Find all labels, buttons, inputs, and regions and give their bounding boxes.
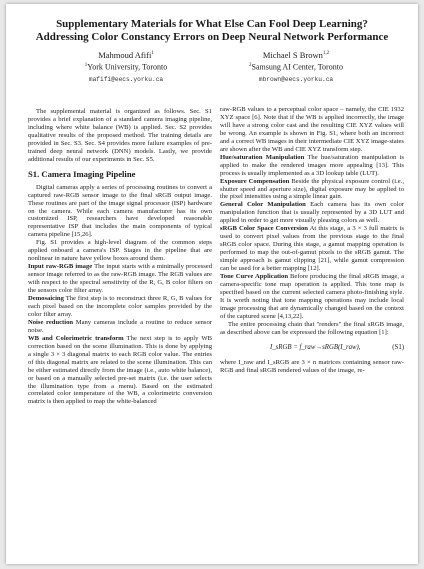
noise-reduction-paragraph: Noise reduction Many cameras include a routine to reduce sensor noise. [28,318,212,334]
pipeline-paragraph-1: Digital cameras apply a series of processing routines to convert a captured raw-RGB sensor image to the final sRGB output image. These routines are part of the image signal processor (ISP) hardware on the camera. While each camera manufacturer has its own customized ISP, researchers have developed reasonable representative ISP that includes the main components of typical camera pipeline [15,26]. [28,183,212,239]
xyz-continuation-paragraph: raw-RGB values to a perceptual color space – namely, the CIE 1932 XYZ space [6]. Note that if the WB is applied incorrectly, the image will have a strong color cast and the resulting CIE XYZ values will be wrong. An example is shown in Fig. S1, where both an incorrect and a correct WB images in their intermediate CIE XYZ image-states are shown after the WB and CIE XYZ transform step. [220,106,404,153]
demosaicing-paragraph: Demosaicing The first step is to reconstruct three R, G, B values for each pixel based on the incomplete color samples provided by the color filter array. [28,295,212,318]
wb-colorimetric-paragraph: WB and Colorimetric transform The next step is to apply WB correction based on the scene illumination. This is done by applying a single 3 × 3 diagonal matrix to each RGB color value. The entries of this diagonal matrix are related to the scene illumination. This can be either estimated directly from the image (i.e., auto white balance), or based on a manually selected pre-set matrix (i.e. the user selects the illumination type from a menu). Based on the estimated correlated color temperature of the WB, a colorimetric conversion matrix is then applied to map the white-balanced [28,334,212,406]
hue-saturation-paragraph: Hue/saturation Manipulation The hue/saturation manipulation is applied to make the rendered images more appealing [13]. This process is usually implemented as a 3D lookup table (LUT). [220,153,404,177]
where-paragraph: where I_raw and I_sRGB are 3 × n matrices containing sensor raw-RGB and final sRGB rendered values of the image, re- [220,358,404,374]
right-column [220,106,404,375]
author-1-name: Mahmoud Afifi$^1$ [98,49,154,60]
author-2 [221,48,371,85]
hue-saturation-heading: Hue/saturation Manipulation [220,153,305,161]
author-1-affiliation: $^1$York University, Toronto [84,62,168,72]
section-heading-s1: S1. Camera Imaging Pipeline [28,168,136,179]
equation-formula: I_sRGB = f_raw→sRGB(I_raw), [270,343,361,351]
author-1-email: mafifi@eecs.yorku.ca [88,76,164,84]
equation-number: (S1) [392,343,404,351]
tone-curve-heading: Tone Curve Application [220,273,288,281]
author-2-email: mbrown@eecs.yorku.ca [258,76,334,84]
title-line-1: Supplementary Materials for What Else Can Fool Deep Learning? [56,18,368,30]
tone-curve-paragraph: Tone Curve Application Before producing the final sRGB image, a camera-specific tone map operation is applied. This tone map is specified based on the current selected camera photo-finishing style. It is worth noting that tone mapping operations may include local image processing that are dynamically changed based on the context of the captured scene [4,13,22]. [220,273,404,320]
author-block [6,48,418,98]
exposure-paragraph: Exposure Compensation Beside the physical exposure control (i.e., shutter speed and aperture size), digital exposure may be applied to the pixel intensities using a simple linear gain. [220,177,404,201]
left-column [28,108,212,406]
general-color-heading: General Color Manipulation [220,201,306,209]
exposure-heading: Exposure Compensation [220,177,290,185]
input-raw-paragraph: Input raw-RGB image The input starts with a minimally processed sensor image referred to as the raw-RGB image. The RGB values are with respect to the spectral sensitivity of the R, G, B color filters on the sensors color filter array. [28,263,212,295]
input-raw-heading: Input raw-RGB image [28,263,93,271]
paper-title [26,18,398,44]
noise-reduction-heading: Noise reduction [28,318,74,326]
author-2-name: Michael S Brown$^{1,2}$ [262,49,330,60]
title-line-2: Addressing Color Constancy Errors on Deep Neural Network Performance [35,31,389,43]
srgb-conversion-heading: sRGB Color Space Conversion [220,225,308,233]
processing-chain-paragraph: The entire processing chain that "renders" the final sRGB image, as described above can be expressed the following equation [1]: [220,320,404,336]
demosaicing-heading: Demosaicing [28,295,64,303]
pipeline-paragraph-2: Fig. S1 provides a high-level diagram of the common steps applied onboard a camera's ISP. Stages in the pipeline that are nonlinear in nature have yellow boxes around them. [28,239,212,263]
paper-page [6,4,418,564]
general-color-paragraph: General Color Manipulation Each camera has its own color manipulation function that is usually represented by a 3D LUT and applied in order to get more visually pleasing colors as well. [220,201,404,225]
wb-colorimetric-heading: WB and Colorimetric transform [28,334,124,342]
equation-s1 [220,341,404,357]
author-1 [51,48,201,85]
srgb-conversion-paragraph: sRGB Color Space Conversion At this stage, a 3 × 3 full matrix is used to convert pixel values from the previous stage to the final sRGB color space. During this stage, a gamut mapping operation is performed to map the out-of-gamut pixels to the sRGB gamut. The simple approach is gamut clipping [21], while gamut compression can be used for a better mapping [12]. [220,225,404,273]
intro-paragraph: The supplemental material is organized as follows. Sec. S1 provides a brief explanation of a standard camera imaging pipeline, including where white balance (WB) is applied. Sec. S2 provides qualitative results of the proposed method. The training details are provided in Sec. S3. Sec. S4 provides more failure examples of pre-trained deep neural network (DNN) models. Lastly, we provide additional results of our experiments in Sec. S5. [28,108,212,163]
author-2-affiliation: $^2$Samsung AI Center, Toronto [249,62,343,72]
